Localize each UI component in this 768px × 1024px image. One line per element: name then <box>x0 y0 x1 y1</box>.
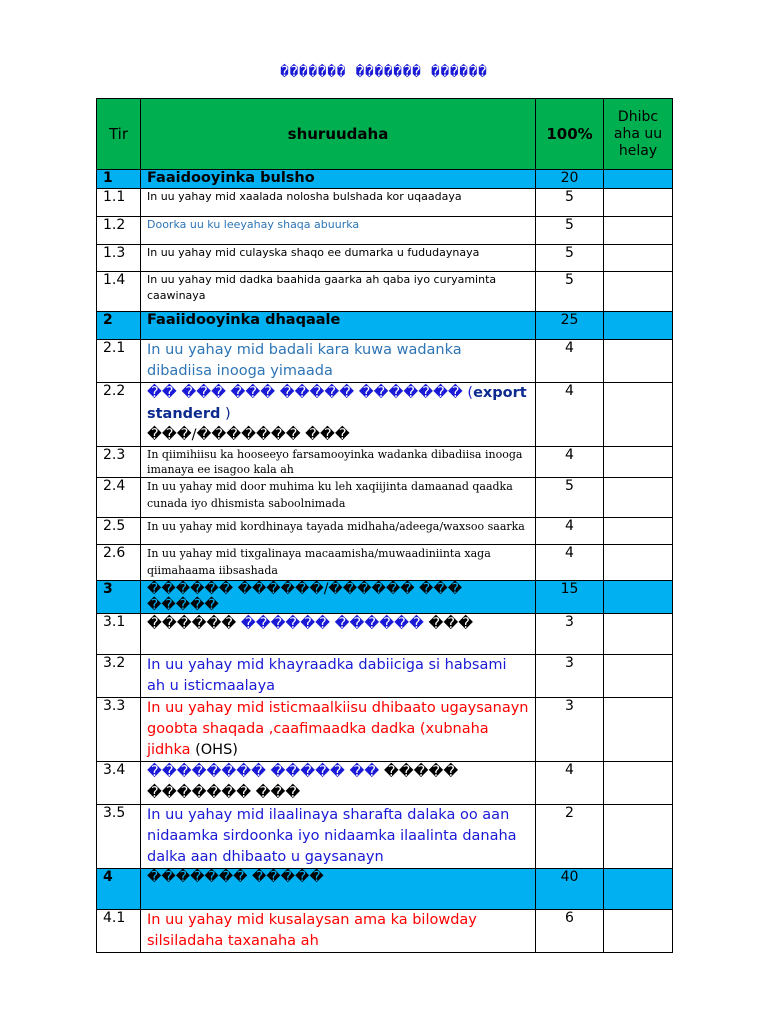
row-weight: 5 <box>536 189 604 217</box>
criterion-part: ���/������� ��� <box>147 427 350 443</box>
row-criterion: In uu yahay mid door muhima ku leh xaqiijinta damaanad qaadka cunada iyo dhismista saboolnimada <box>141 478 536 518</box>
row-number: 1.3 <box>97 245 141 272</box>
table-row <box>97 447 673 478</box>
table-row <box>97 698 673 762</box>
row-criterion: In uu yahay mid ilaalinaya sharafta dalaka oo aan nidaamka sirdoonka iyo nidaamka ilaalinta danaha dalka aan dhibaato u gaysanayn <box>141 805 536 869</box>
section-row <box>97 170 673 189</box>
row-criterion: In uu yahay mid badali kara kuwa wadanka dibadiisa inooga yimaada <box>141 340 536 383</box>
score-cell[interactable] <box>604 655 673 698</box>
row-criterion <box>141 762 536 805</box>
criterion-part: ��� <box>423 616 474 632</box>
row-criterion: In uu yahay mid tixgalinaya macaamisha/muwaadiniinta xaga qiimahaama iibsashada <box>141 545 536 581</box>
table-row <box>97 545 673 581</box>
criterion-part: In uu yahay mid isticmaalkiisu dhibaato ugaysanayn goobta shaqada ,caafimaadka dadka (xubnaha jidhka <box>147 700 529 758</box>
row-number: 2.1 <box>97 340 141 383</box>
section-row <box>97 581 673 614</box>
row-criterion: In uu yahay mid kordhinaya tayada midhaha/adeega/waxsoo saarka <box>141 518 536 545</box>
criterion-part: ) <box>220 406 231 422</box>
score-cell[interactable] <box>604 272 673 312</box>
row-weight: 3 <box>536 655 604 698</box>
row-number: 2.4 <box>97 478 141 518</box>
row-criterion: Doorka uu ku leeyahay shaqa abuurka <box>141 217 536 245</box>
row-number: 3.2 <box>97 655 141 698</box>
table-row <box>97 217 673 245</box>
row-number: 3.1 <box>97 614 141 655</box>
row-weight: 5 <box>536 272 604 312</box>
score-cell[interactable] <box>604 478 673 518</box>
row-weight: 4 <box>536 518 604 545</box>
section-title: ������ ������/������ ��� ����� <box>141 581 536 614</box>
row-weight: 15 <box>536 581 604 614</box>
row-weight: 3 <box>536 614 604 655</box>
table-row <box>97 762 673 805</box>
score-cell[interactable] <box>604 217 673 245</box>
score-cell[interactable] <box>604 447 673 478</box>
score-cell[interactable] <box>604 245 673 272</box>
row-number: 4.1 <box>97 910 141 953</box>
row-weight: 4 <box>536 545 604 581</box>
table-row <box>97 340 673 383</box>
score-cell[interactable] <box>604 869 673 910</box>
row-weight: 6 <box>536 910 604 953</box>
score-cell[interactable] <box>604 170 673 189</box>
score-cell[interactable] <box>604 189 673 217</box>
row-criterion <box>141 698 536 762</box>
section-title: Faaidooyinka bulsho <box>141 170 536 189</box>
criterion-part: ������ <box>147 616 241 632</box>
row-number: 2 <box>97 312 141 340</box>
criterion-part: (OHS) <box>195 742 238 758</box>
row-number: 3.5 <box>97 805 141 869</box>
row-number: 1.1 <box>97 189 141 217</box>
header-score: Dhibc aha uu helay <box>604 99 673 170</box>
score-cell[interactable] <box>604 910 673 953</box>
row-criterion: In qiimihiisu ka hooseeyo farsamooyinka wadanka dibadiisa inooga imanaya ee isagoo kala ah <box>141 447 536 478</box>
row-weight: 2 <box>536 805 604 869</box>
row-criterion: In uu yahay mid khayraadka dabiiciga si habsami ah u isticmaalaya <box>141 655 536 698</box>
row-number: 1.4 <box>97 272 141 312</box>
row-weight: 5 <box>536 245 604 272</box>
table-row <box>97 655 673 698</box>
score-cell[interactable] <box>604 762 673 805</box>
header-percent: 100% <box>536 99 604 170</box>
row-weight: 25 <box>536 312 604 340</box>
table-row <box>97 383 673 447</box>
row-number: 2.6 <box>97 545 141 581</box>
table-row <box>97 478 673 518</box>
criterion-part: �������� ����� �� <box>147 764 384 780</box>
criteria-table <box>96 98 673 953</box>
row-number: 1.2 <box>97 217 141 245</box>
row-weight: 4 <box>536 762 604 805</box>
row-number: 2.5 <box>97 518 141 545</box>
row-number: 2.3 <box>97 447 141 478</box>
score-cell[interactable] <box>604 698 673 762</box>
table-row <box>97 189 673 217</box>
section-title: ������� ����� <box>141 869 536 910</box>
table-row <box>97 614 673 655</box>
document-title: ������� ������� ������ <box>280 64 488 80</box>
row-number: 3 <box>97 581 141 614</box>
row-weight: 4 <box>536 447 604 478</box>
section-row <box>97 312 673 340</box>
row-weight: 4 <box>536 340 604 383</box>
score-cell[interactable] <box>604 518 673 545</box>
row-criterion <box>141 383 536 447</box>
table-row <box>97 272 673 312</box>
score-cell[interactable] <box>604 383 673 447</box>
row-number: 2.2 <box>97 383 141 447</box>
table-header-row <box>97 99 673 170</box>
row-criterion: In uu yahay mid dadka baahida gaarka ah qaba iyo curyaminta caawinaya <box>141 272 536 312</box>
row-number: 3.3 <box>97 698 141 762</box>
score-cell[interactable] <box>604 581 673 614</box>
criterion-part: ������ ������ <box>240 616 424 632</box>
table-row <box>97 910 673 953</box>
criterion-part: �� ��� ��� ����� ������� ( <box>147 385 474 401</box>
header-shuruudaha: shuruudaha <box>141 99 536 170</box>
table-row <box>97 518 673 545</box>
section-title: Faaiidooyinka dhaqaale <box>141 312 536 340</box>
row-number: 1 <box>97 170 141 189</box>
header-tir: Tir <box>97 99 141 170</box>
table-row <box>97 245 673 272</box>
table-row <box>97 805 673 869</box>
row-number: 3.4 <box>97 762 141 805</box>
row-weight: 5 <box>536 478 604 518</box>
row-weight: 5 <box>536 217 604 245</box>
criterion-part: ����� ������� ��� <box>147 764 459 801</box>
section-row <box>97 869 673 910</box>
score-cell[interactable] <box>604 614 673 655</box>
row-weight: 3 <box>536 698 604 762</box>
row-criterion <box>141 614 536 655</box>
score-cell[interactable] <box>604 545 673 581</box>
row-criterion: In uu yahay mid kusalaysan ama ka bilowday silsiladaha taxanaha ah <box>141 910 536 953</box>
criterion-emphasis: export standerd <box>147 385 527 422</box>
row-weight: 40 <box>536 869 604 910</box>
row-number: 4 <box>97 869 141 910</box>
row-criterion: In uu yahay mid culayska shaqo ee dumarka u fududaynaya <box>141 245 536 272</box>
score-cell[interactable] <box>604 312 673 340</box>
row-weight: 4 <box>536 383 604 447</box>
score-cell[interactable] <box>604 805 673 869</box>
row-weight: 20 <box>536 170 604 189</box>
row-criterion: In uu yahay mid xaalada nolosha bulshada kor uqaadaya <box>141 189 536 217</box>
score-cell[interactable] <box>604 340 673 383</box>
